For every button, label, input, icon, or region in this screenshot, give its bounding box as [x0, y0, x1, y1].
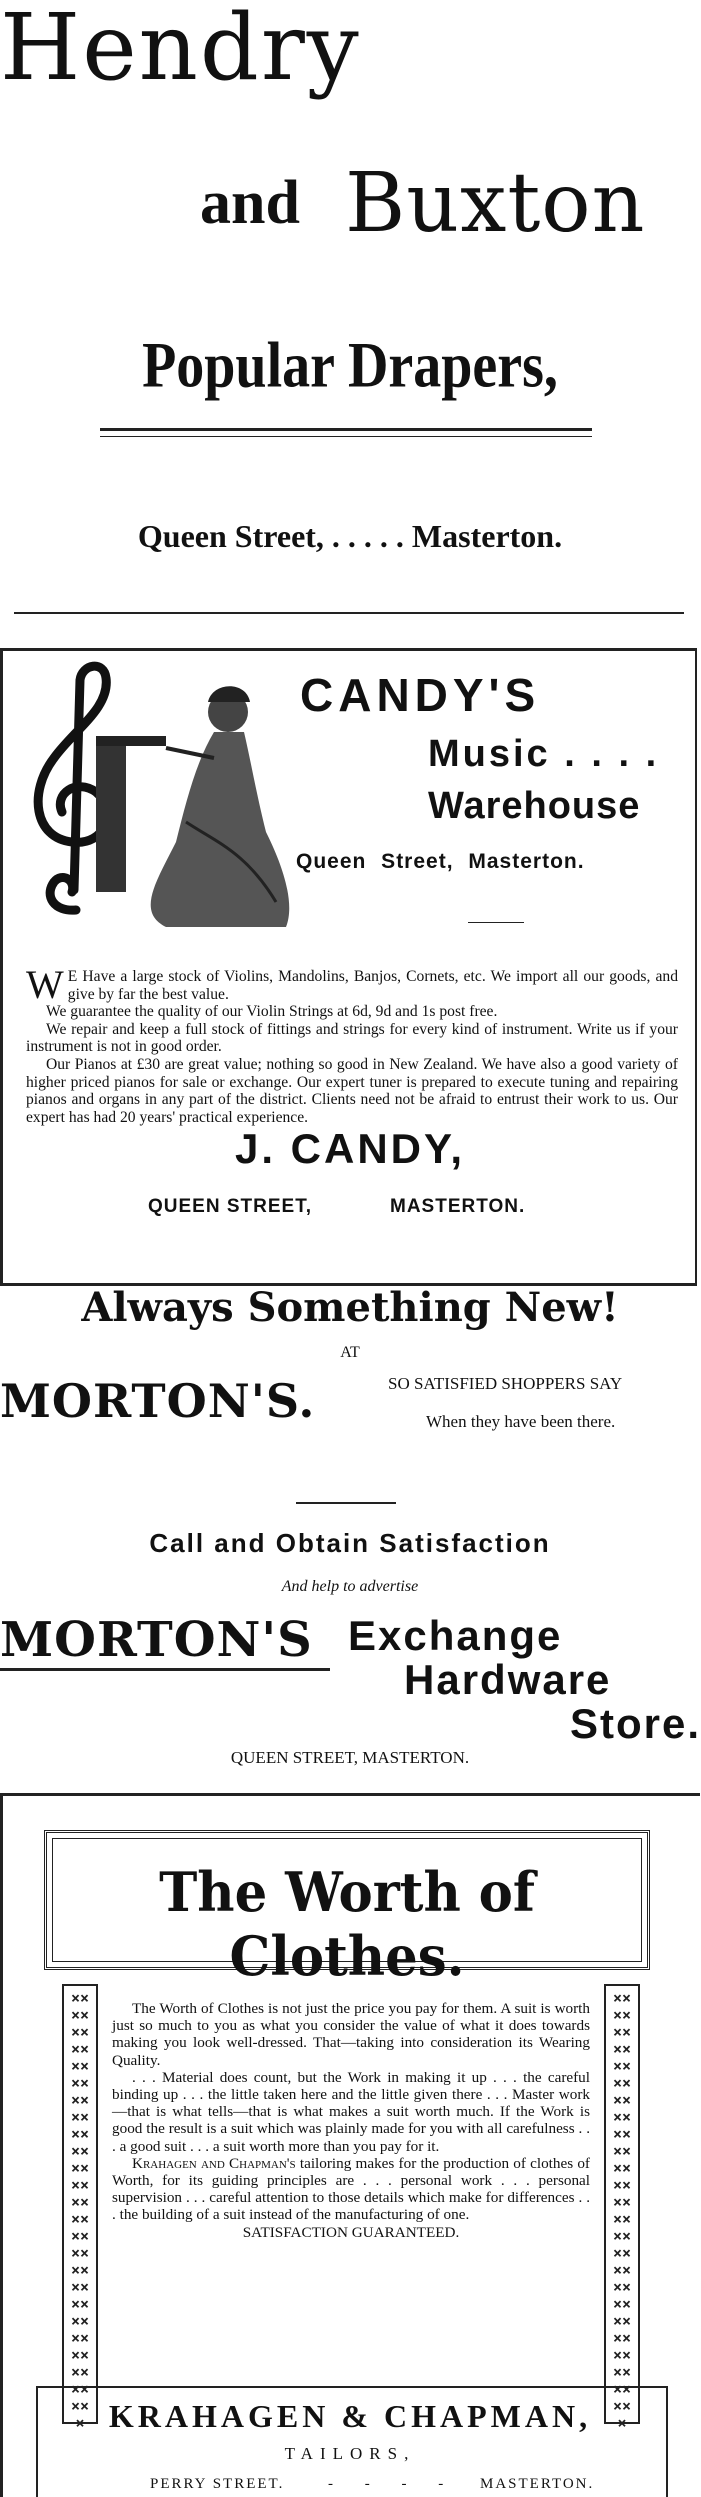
hendry-address: Queen Street, . . . . . Masterton. [137, 518, 563, 554]
mortons-hardware: Hardware [404, 1656, 612, 1703]
mortons-name-2: MORTON'S [0, 1612, 313, 1668]
right-x-pattern: ××××××××××××××××××××××××××××××××××××××××××××××××××× [612, 1989, 632, 2432]
krahagen-trade: TAILORS, [284, 2444, 416, 2463]
section-divider [14, 612, 684, 614]
candy-music-line: Music . . . . [428, 733, 660, 775]
tagline-underline [100, 428, 592, 431]
candy-body [26, 962, 678, 1126]
mortons-help: And help to advertise [281, 1578, 419, 1595]
mortons-address: QUEEN STREET, MASTERTON. [230, 1748, 470, 1767]
krahagen-town: MASTERTON. [480, 2476, 595, 2492]
krahagen-street: PERRY STREET. [150, 2476, 285, 2492]
krahagen-signature: KRAHAGEN & CHAPMAN, [108, 2398, 592, 2434]
candy-paragraph: E Have a large stock of Violins, Mandolins, Banjos, Cornets, etc. We import all our goods, and give by far the best value. [67, 968, 678, 1003]
candy-paragraph: Our Pianos at £30 are great value; nothing so good in New Zealand. We have also a good variety of higher priced pianos for sale or exchange. Our expert tuner is prepared to execute tuning and repairing pianos and organs in any part of the district. Clients need not be afraid to entrust their work to us. Our expert has had 20 years' practical experience. [26, 1055, 678, 1126]
mortons-call: Call and Obtain Satisfaction [149, 1528, 551, 1558]
worth-paragraph: . . . Material does count, but the Work in making it up . . . the careful binding up . . . the little taken here and the little given there . . . Master work—that is what tells—that is what makes a suit worth much. If the Work is good the result is a suit which was plainly made for you with all carefulness . . . a good suit . . . a suit worth more than you pay for it. [112, 2068, 590, 2155]
mortons-when: When they have been there. [426, 1412, 616, 1431]
candy-address: Queen Street, Masterton. [296, 850, 585, 873]
candy-sig-street: QUEEN STREET, [148, 1196, 312, 1217]
krahagen-dashes: - - - - [328, 2476, 458, 2492]
worth-body [112, 2000, 590, 2241]
hendry-heading: Hendry [0, 0, 361, 101]
popular-drapers-tagline: Popular Drapers, [142, 330, 558, 402]
tagline-underline-thin [100, 436, 592, 437]
candy-paragraph: We guarantee the quality of our Violin Strings at 6d, 9d and 1s post free. [46, 1003, 498, 1021]
mortons-at: AT [340, 1344, 360, 1361]
candy-short-rule [468, 922, 524, 923]
mortons-headline: Always Something New! [81, 1284, 619, 1331]
and-word: and [200, 169, 300, 237]
candy-paragraph: We repair and keep a full stock of fittings and strings for every kind of instrument. Write us if your instrument is not in good order. [26, 1020, 678, 1056]
candy-sig-town: MASTERTON. [390, 1196, 526, 1217]
mortons-store: Store. [570, 1700, 701, 1747]
candy-dropcap: W [26, 962, 64, 1007]
left-x-pattern: ××××××××××××××××××××××××××××××××××××××××××××××××××× [70, 1989, 90, 2432]
candy-title: CANDY'S [300, 669, 541, 721]
kc-rest: tailoring makes for the production of clothes of Worth, for its guiding principles are . . . personal work . . . personal supervision . . . careful attention to those details which make for differences . . . the building of a suit instead of the manufacturing of one. [112, 2154, 590, 2224]
mortons-name: MORTON'S. [0, 1374, 316, 1428]
worth-paragraph: The Worth of Clothes is not just the price you pay for them. A suit is worth just so much to you as what you consider the value of what it does towards making you look well-dressed. That—taking into consideration its Wearing Quality. [112, 2000, 590, 2069]
worth-guarantee: SATISFACTION GUARANTEED. [242, 2223, 460, 2241]
buxton-heading: Buxton [345, 156, 646, 251]
pianist-illustration [96, 672, 296, 932]
worth-paragraph-kc [112, 2155, 590, 2224]
mortons-satisfied: SO SATISFIED SHOPPERS SAY [388, 1374, 623, 1393]
candy-warehouse-line: Warehouse [428, 785, 641, 827]
worth-title: The Worth of Clothes. [159, 1860, 535, 1988]
mortons-short-rule [296, 1502, 396, 1504]
candy-signature: J. CANDY, [234, 1125, 466, 1172]
mortons-exchange: Exchange [348, 1612, 563, 1659]
kc-lead: Krahagen and Chapman's [132, 2154, 296, 2172]
mortons-name-underline [0, 1668, 330, 1671]
